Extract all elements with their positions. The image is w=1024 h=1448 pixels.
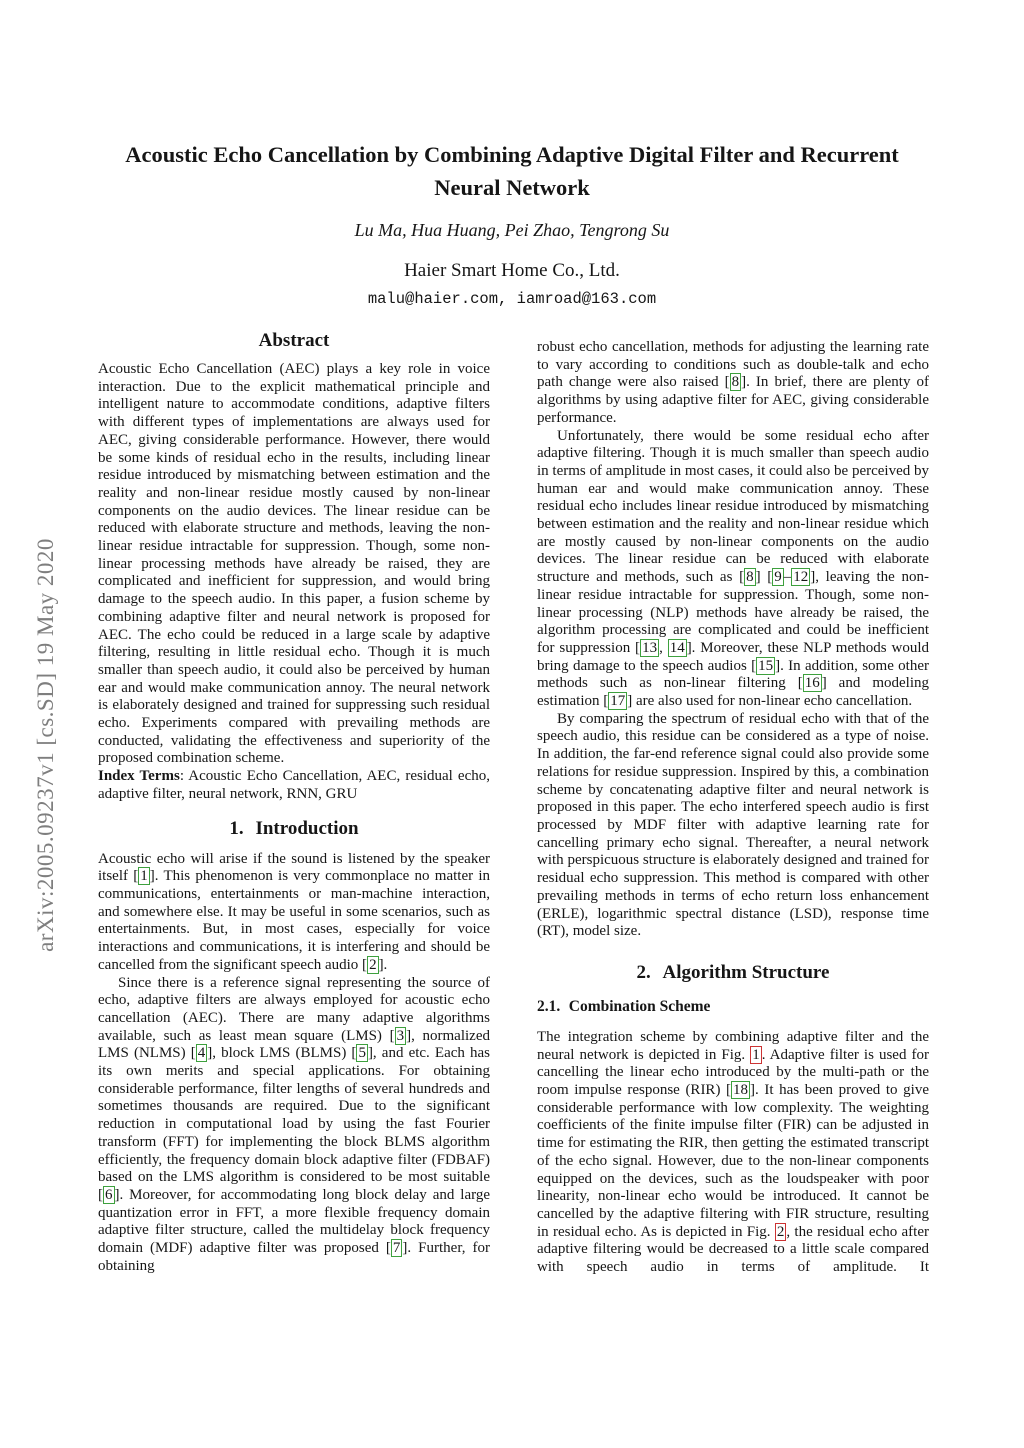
citation-link[interactable]: 17 bbox=[610, 693, 626, 710]
citation-link[interactable]: 15 bbox=[758, 657, 774, 674]
affiliation: Haier Smart Home Co., Ltd. bbox=[404, 260, 620, 281]
section-2-1-heading bbox=[537, 997, 929, 1016]
intro-paragraph-2-continued: robust echo cancellation, methods for adjusting the learning rate to vary according to conditions such as double-talk and echo path change were also raised [ 8 ]. In brief, there are plenty of algorithms by using adaptive filter for AEC, giving considerable performance. bbox=[537, 339, 929, 426]
section-number: 2. bbox=[636, 961, 651, 983]
subsection-number: 2.1. bbox=[537, 997, 561, 1015]
author-list: Lu Ma, Hua Huang, Pei Zhao, Tengrong Su bbox=[354, 220, 670, 240]
citation-link[interactable]: 5 bbox=[358, 1045, 366, 1062]
author-emails: malu@haier.com, iamroad@163.com bbox=[367, 290, 657, 308]
citation-link[interactable]: 18 bbox=[733, 1082, 749, 1099]
section-1-heading bbox=[98, 818, 490, 840]
intro-paragraph-4: By comparing the spectrum of residual echo with that of the speech audio, this residue can be considered as a type of noise. In addition, the far-end reference signal could also provide some relations for residue suppression. Inspired by this, a combination scheme by concatenating adaptive filter and neural network is proposed in this paper. The echo interfered speech audio is first processed by MDF filter with adaptive learning rate for cancelling primary echo signal. Thereafter, a neural network with perspicuous structure is elaborately designed and trained for residual echo suppression. This method is compared with other prevailing methods in terms of echo return loss enhancement (ERLE), logarithmic spectral distance (LSD), response time (RT), model size. bbox=[537, 710, 929, 940]
citation-link[interactable]: 16 bbox=[804, 675, 820, 692]
section-label: Algorithm Structure bbox=[662, 961, 830, 983]
right-column bbox=[537, 330, 929, 1277]
abstract-paragraph: Acoustic Echo Cancellation (AEC) plays a key role in voice interaction. Due to the explicit mathematical principle and intelligent nature to accommodate conditions, adaptive filters with different types of implementations are always used for AEC, giving considerable performance. However, there would be some kinds of residual echo in the results, including linear residue introduced by mismatching between estimation and the reality and non-linear residue mostly caused by non-linear components on the audio devices. The linear residue can be reduced with elaborate structure and methods, leaving the non-linear residue intractable for suppression. Though, some non-linear processing methods have already be raised, they are complicated and inefficient for suppression, and would bring damage to the speech audio. In this paper, a fusion scheme by combining adaptive filter and neural network is proposed for AEC. The echo could be reduced in a large scale by adaptive filtering, resulting in little residual echo. Though it is much smaller than speech audio, it could also be perceived by human ear and would make communication annoy. The neural network is elaborately designed and trained for suppressing such residual echo. Experiments compared with prevailing methods are conducted, validating the effectiveness and superiority of the proposed combination scheme. bbox=[98, 361, 490, 767]
citation-link[interactable]: 6 bbox=[105, 1186, 113, 1203]
intro-paragraph-1: Acoustic echo will arise if the sound is listened by the speaker itself [ 1 ]. This phenomenon is very commonplace no matter in communications, entertainments or man-machine interaction, and somewhere else. It may be useful in some scenarios, such as entertainments. But, in most cases, especially for voice interactions and communications, it is interfering and should be cancelled from the significant speech audio [ 2 ]. bbox=[98, 850, 490, 973]
citation-link[interactable]: 8 bbox=[746, 569, 754, 586]
paper-title: Acoustic Echo Cancellation by Combining Adaptive Digital Filter and Recurrent Neural Network bbox=[125, 142, 899, 200]
abstract-heading: Abstract bbox=[258, 330, 330, 351]
intro-paragraph-3: Unfortunately, there would be some residual echo after adaptive filtering. Though it is much smaller than speech audio in terms of amplitude in most cases, it could also be perceived by human ear and would make communication annoy. These residual echo includes linear residue introduced by mismatching between estimation and the reality and non-linear residue which are mostly caused by non-linear components on the audio devices. The linear residue can be reduced with elaborate structure and methods, such as [ 8 ] [ 9 – 12 ], leaving the non-linear residue intractable for suppression. Though, some non-linear processing (NLP) methods have already be raised, the algorithm processing are complicated and could be inefficient for suppression [ 13 , 14 ]. Moreover, these NLP methods would bring damage to the speech audios [ 15 ]. In addition, some other methods such as non-linear filtering [ 16 ] and modeling estimation [ 17 ] are also used for non-linear echo cancellation. bbox=[537, 427, 930, 710]
combination-scheme-paragraph: The integration scheme by combining adaptive filter and the neural network is depicted in Fig. 1 . Adaptive filter is used for cancelling the linear echo introduced by the multi-path or the room impulse response (RIR) [ 18 ]. It has been proved to give considerable performance with low complexity. The weighting coefficients of the finite impulse filter (FIR) can be adjusted in time for estimating the RIR, then getting the estimated transcript of the echo signal. However, due to the non-linear components equipped on the devices, such as the loudspeaker with poor linearity, non-linear echo would be introduced. It cannot be cancelled by the adaptive filtering with FIR structure, resulting in residual echo. As is depicted in Fig. 2 , the residual echo after adaptive filtering would be decreased to a little scale compared with speech audio in terms of amplitude. It bbox=[537, 1028, 929, 1276]
citation-link[interactable]: 13 bbox=[642, 639, 658, 656]
figure-link[interactable]: 2 bbox=[776, 1223, 785, 1240]
citation-link[interactable]: 12 bbox=[793, 569, 809, 586]
section-number: 1. bbox=[229, 817, 244, 839]
subsection-label: Combination Scheme bbox=[568, 997, 711, 1015]
intro-paragraph-2: Since there is a reference signal representing the source of echo, adaptive filters are always employed for acoustic echo cancellation (AEC). There are many adaptive algorithms available, such as least mean square (LMS) [ 3 ], normalized LMS (NLMS) [ 4 ], block LMS (BLMS) [ 5 ], and etc. Each has its own merits and special applications. For obtaining considerable performance, filter lengths of several hundreds and sometimes thousands are required. Due to the significant reduction in computational load by using the fast Fourier transform (FFT) for implementing the block BLMS algorithm efficiently, the frequency domain block adaptive filter (FDBAF) based on the LMS algorithm is considered to be most suitable [ 6 ]. Moreover, for accommodating long block delay and large quantization error in FFT, a more flexible frequency domain adaptive filter structure, called the multidelay block frequency domain (MDF) adaptive filter was proposed [ 7 ]. Further, for obtaining bbox=[98, 974, 490, 1274]
citation-link[interactable]: 9 bbox=[774, 569, 782, 586]
figure-link[interactable]: 1 bbox=[752, 1046, 760, 1063]
citation-link[interactable]: 7 bbox=[392, 1240, 401, 1257]
left-column bbox=[98, 330, 490, 1275]
title-block bbox=[0, 138, 1024, 308]
index-terms: Index Terms: Acoustic Echo Cancellation, AEC, residual echo, adaptive filter, neural network, RNN, GRU bbox=[98, 768, 491, 802]
citation-link[interactable]: 4 bbox=[197, 1045, 206, 1062]
citation-link[interactable]: 1 bbox=[140, 868, 148, 885]
citation-link[interactable]: 8 bbox=[731, 374, 740, 391]
citation-link[interactable]: 3 bbox=[396, 1027, 405, 1044]
section-label: Introduction bbox=[255, 817, 359, 839]
citation-link[interactable]: 2 bbox=[369, 956, 377, 973]
citation-link[interactable]: 14 bbox=[669, 639, 685, 656]
arxiv-watermark: arXiv:2005.09237v1 [cs.SD] 19 May 2020 bbox=[33, 538, 58, 952]
section-2-heading bbox=[537, 962, 929, 984]
